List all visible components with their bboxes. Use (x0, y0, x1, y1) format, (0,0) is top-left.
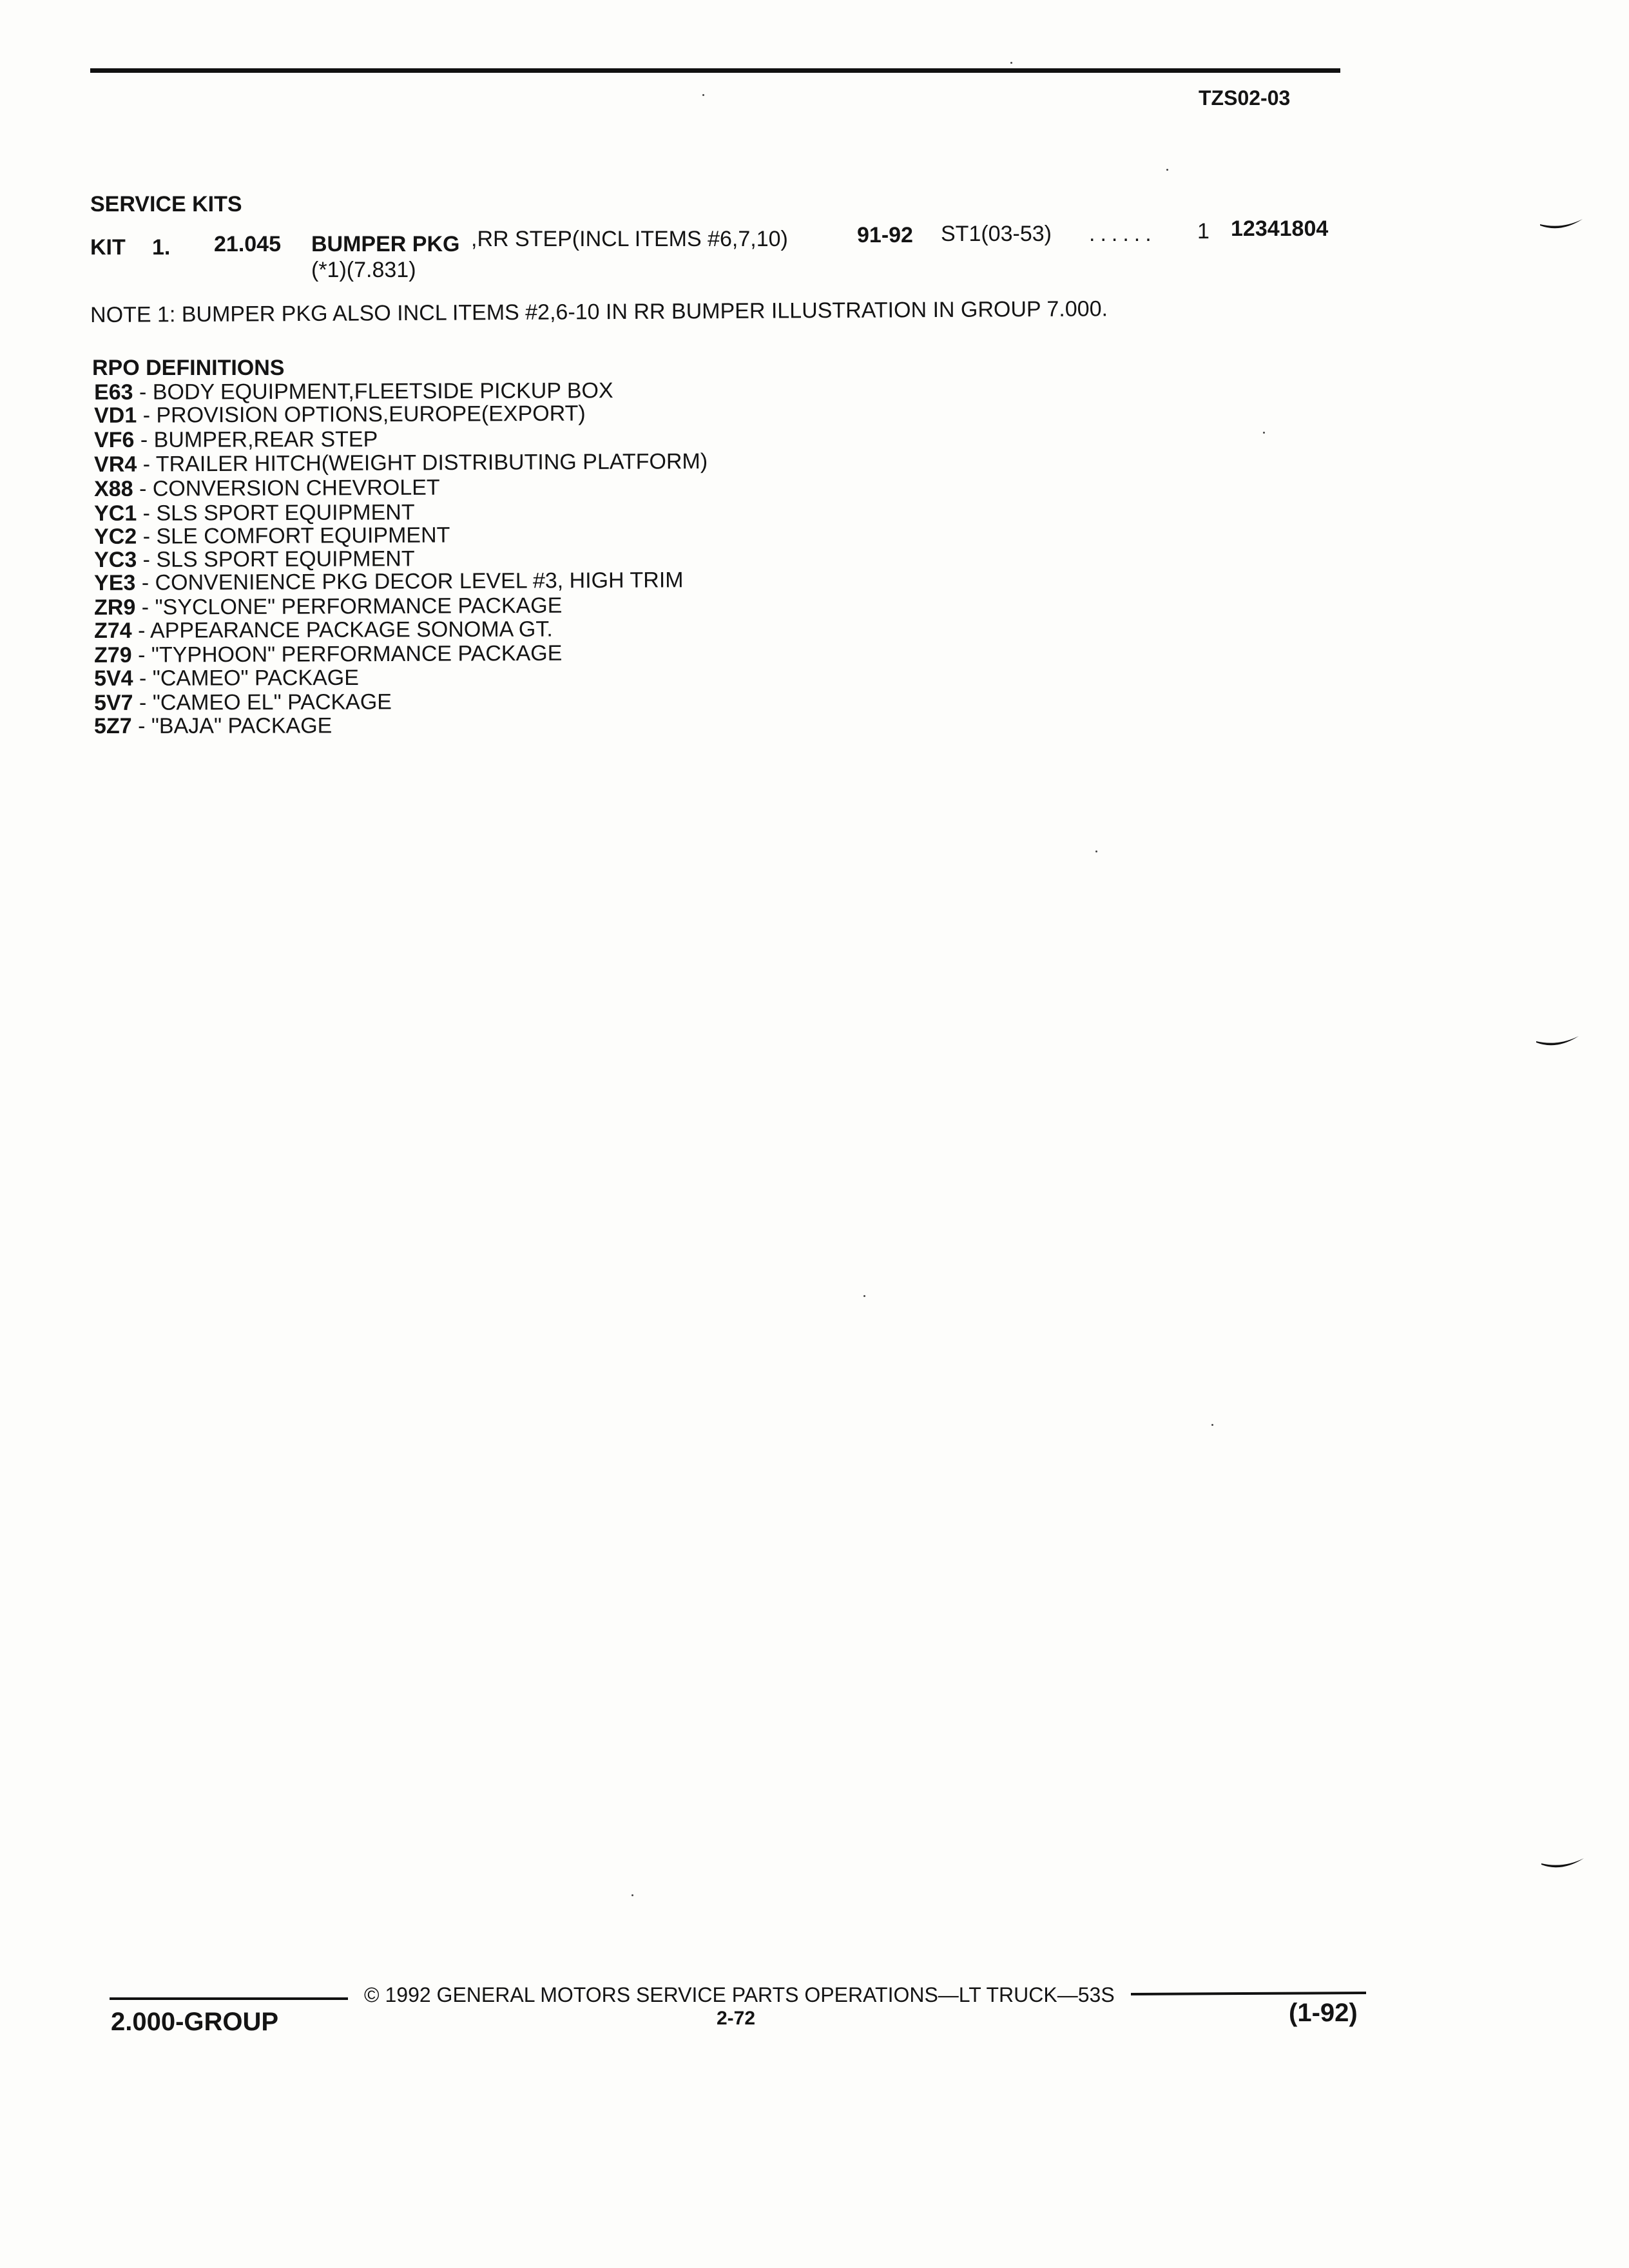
doc-code: TZS02-03 (1199, 86, 1291, 110)
scan-speck (1211, 1424, 1213, 1426)
margin-mark-icon (1535, 1033, 1580, 1052)
rpo-description: "CAMEO EL" PACKAGE (152, 689, 392, 715)
rpo-code: VD1 (93, 403, 137, 428)
rpo-definition-item (94, 548, 415, 571)
footer-rule-right (1131, 1992, 1366, 1995)
rpo-code: E63 (93, 380, 133, 405)
rpo-description: "SYCLONE" PERFORMANCE PACKAGE (155, 593, 563, 620)
rpo-definition-item (94, 501, 415, 524)
margin-mark-icon (1540, 1856, 1585, 1874)
kit-years: 91-92 (857, 223, 913, 247)
rpo-separator: - (131, 713, 151, 738)
header-rule (90, 68, 1340, 73)
footer-date: (1-92) (1289, 1999, 1358, 2027)
kit-code: ST1(03-53) (941, 222, 1052, 246)
rpo-description: CONVERSION CHEVROLET (152, 475, 440, 501)
rpo-definition-item (94, 569, 684, 594)
kit-item-ref: 21.045 (214, 232, 281, 256)
footer-rule-left (110, 1997, 348, 2000)
rpo-definition-item (94, 667, 359, 689)
rpo-code: YE3 (93, 570, 136, 595)
rpo-separator: - (137, 501, 157, 526)
kit-quantity: 1 (1197, 219, 1210, 244)
rpo-description: "CAMEO" PACKAGE (152, 665, 359, 691)
kit-subline: (*1)(7.831) (311, 258, 416, 282)
footer-group: 2.000-GROUP (111, 2008, 279, 2036)
rpo-description: CONVENIENCE PKG DECOR LEVEL #3, HIGH TRIM (155, 568, 684, 595)
rpo-description: SLS SPORT EQUIPMENT (156, 500, 415, 526)
margin-mark-icon (1539, 216, 1584, 235)
scan-speck (1095, 850, 1097, 852)
rpo-separator: - (134, 427, 154, 452)
rpo-definition-item (94, 691, 392, 714)
kit-leader-dots: ...... (1089, 222, 1157, 246)
scan-speck (1166, 169, 1168, 171)
rpo-separator: - (137, 547, 157, 572)
rpo-separator: - (135, 595, 155, 620)
rpo-code: 5Z7 (93, 713, 132, 738)
kit-name: BUMPER PKG (311, 232, 460, 256)
kit-number: 1. (152, 235, 171, 260)
rpo-description: BODY EQUIPMENT,FLEETSIDE PICKUP BOX (152, 378, 613, 405)
rpo-definition-item (94, 642, 562, 666)
rpo-definition-item (94, 524, 450, 548)
rpo-definition-item (94, 380, 613, 403)
kit-note: NOTE 1: BUMPER PKG ALSO INCL ITEMS #2,6-10 IN RR BUMPER ILLUSTRATION IN GROUP 7.000. (90, 296, 1108, 327)
rpo-description: PROVISION OPTIONS,EUROPE(EXPORT) (156, 401, 586, 428)
rpo-code: 5V4 (93, 666, 133, 691)
rpo-separator: - (133, 380, 153, 405)
rpo-definition-item (94, 428, 378, 451)
kit-part-number: 12341804 (1231, 216, 1329, 241)
rpo-separator: - (135, 570, 155, 595)
rpo-code: YC2 (93, 524, 137, 549)
rpo-definition-item (94, 619, 553, 642)
rpo-description: SLE COMFORT EQUIPMENT (156, 523, 450, 549)
scan-speck (702, 94, 704, 96)
rpo-separator: - (133, 690, 153, 715)
rpo-heading: RPO DEFINITIONS (92, 356, 285, 380)
rpo-code: YC1 (93, 501, 137, 526)
rpo-definition-item (94, 595, 562, 619)
rpo-separator: - (133, 476, 153, 501)
rpo-code: 5V7 (93, 690, 133, 715)
rpo-description: TRAILER HITCH(WEIGHT DISTRIBUTING PLATFORM) (155, 449, 708, 477)
scan-speck (1010, 62, 1012, 64)
rpo-code: Z74 (93, 618, 132, 643)
rpo-code: Z79 (93, 642, 132, 668)
kit-description: ,RR STEP(INCL ITEMS #6,7,10) (471, 227, 788, 251)
rpo-definition-item (94, 450, 708, 476)
rpo-code: YC3 (93, 547, 137, 572)
scan-speck (1263, 432, 1265, 434)
rpo-description: SLS SPORT EQUIPMENT (156, 546, 415, 572)
rpo-description: "BAJA" PACKAGE (151, 713, 333, 738)
kit-label: KIT (90, 235, 126, 260)
rpo-definition-item (94, 477, 440, 500)
rpo-separator: - (133, 666, 153, 691)
rpo-code: VR4 (93, 452, 137, 477)
rpo-separator: - (131, 618, 151, 643)
rpo-definition-item (94, 715, 332, 737)
scan-speck (631, 1894, 633, 1896)
rpo-code: X88 (93, 476, 133, 501)
rpo-separator: - (137, 403, 157, 428)
rpo-description: "TYPHOON" PERFORMANCE PACKAGE (151, 640, 563, 668)
rpo-definition-item (94, 403, 586, 427)
footer-page-number: 2-72 (717, 2008, 756, 2029)
service-kits-heading: SERVICE KITS (90, 192, 242, 216)
rpo-description: BUMPER,REAR STEP (153, 427, 378, 452)
rpo-separator: - (131, 642, 151, 668)
rpo-description: APPEARANCE PACKAGE SONOMA GT. (149, 617, 553, 643)
rpo-code: ZR9 (93, 595, 136, 620)
rpo-separator: - (137, 524, 157, 549)
scan-speck (863, 1295, 865, 1297)
footer-copyright: © 1992 GENERAL MOTORS SERVICE PARTS OPERATIONS—LT TRUCK—53S (364, 1983, 1115, 2006)
rpo-code: VF6 (93, 427, 135, 452)
rpo-separator: - (137, 452, 156, 477)
